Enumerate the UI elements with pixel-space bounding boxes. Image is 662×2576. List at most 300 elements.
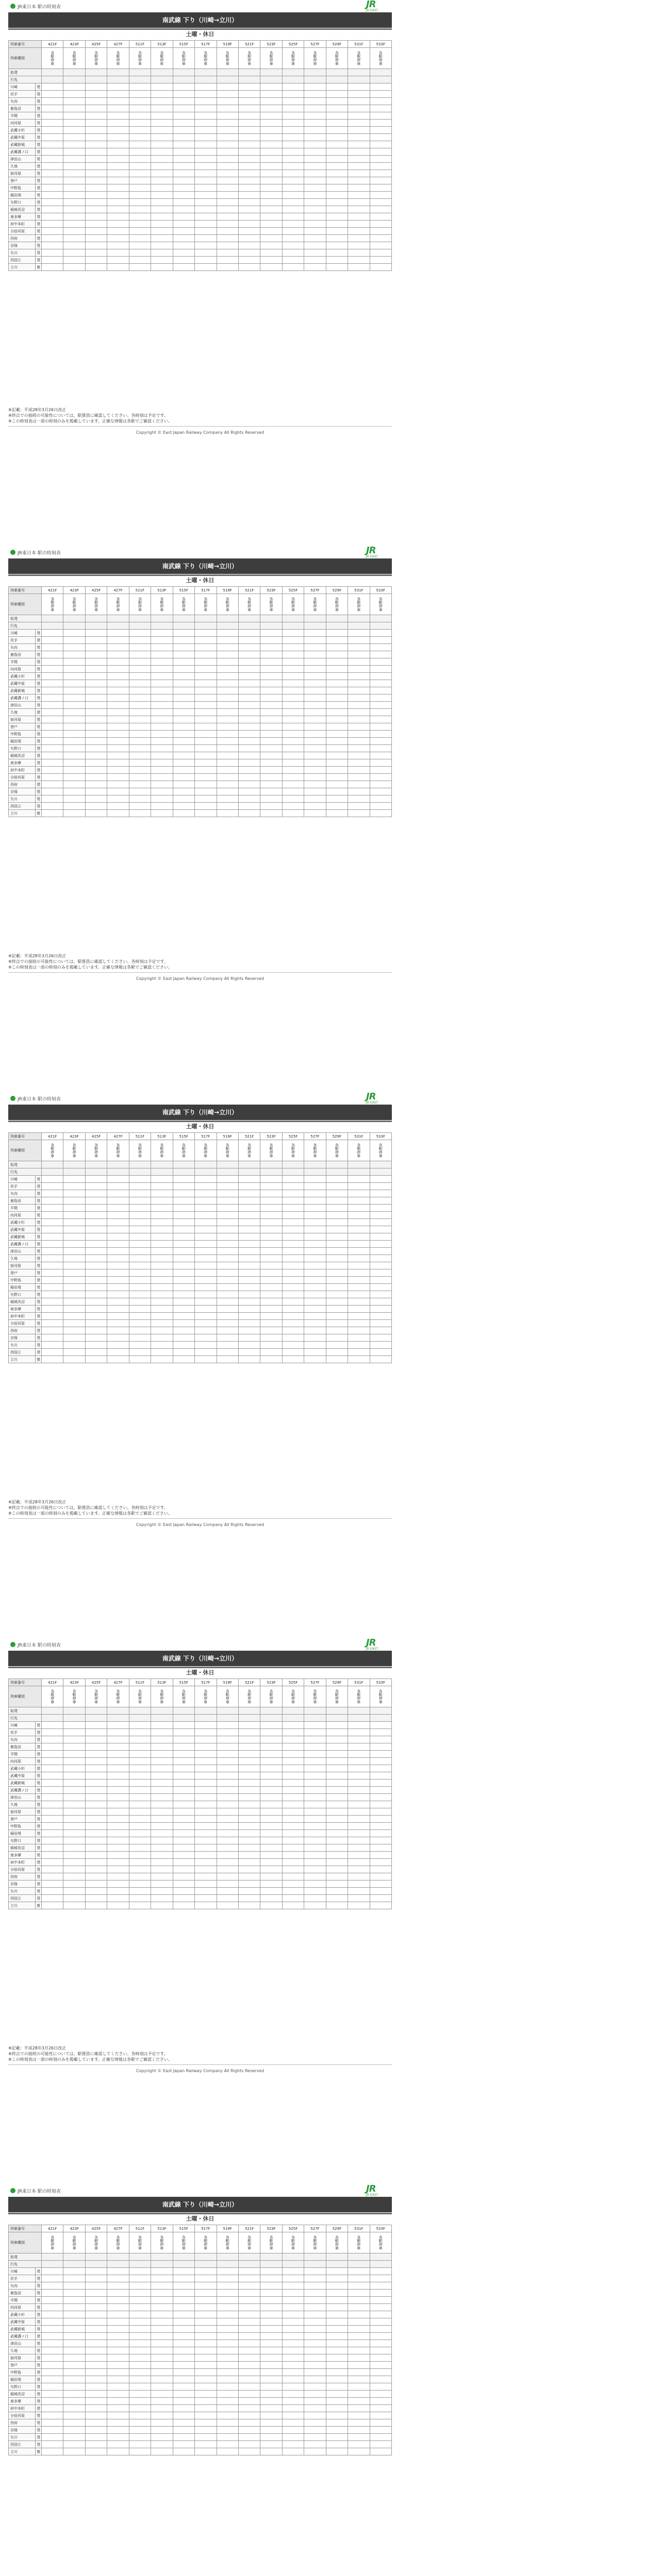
time-cell: [195, 1306, 217, 1313]
time-cell: [42, 637, 63, 644]
time-cell: [260, 2412, 282, 2419]
train-type-label: 各駅停車: [116, 1143, 121, 1158]
origin-cell: [370, 2253, 391, 2261]
time-cell: [260, 2383, 282, 2391]
divider: [8, 1518, 392, 1519]
station-name: 津田山: [9, 1794, 36, 1801]
time-cell: [282, 673, 304, 680]
time-cell: [129, 2333, 151, 2340]
time-cell: [282, 1801, 304, 1808]
train-type: [348, 2232, 370, 2253]
time-cell: [42, 2311, 63, 2318]
time-cell: [63, 134, 85, 141]
dest-cell: [348, 2261, 370, 2268]
station-dir: 発: [36, 2333, 42, 2340]
station-dir: 発: [36, 2441, 42, 2448]
time-cell: [326, 702, 347, 709]
time-cell: [370, 1183, 391, 1190]
time-cell: [326, 148, 347, 156]
time-cell: [107, 767, 129, 774]
station-row: [9, 1801, 392, 1808]
time-cell: [42, 163, 63, 170]
time-cell: [217, 148, 238, 156]
time-cell: [370, 759, 391, 767]
brand[interactable]: [10, 1640, 61, 1649]
time-cell: [63, 1356, 85, 1363]
time-cell: [238, 810, 260, 817]
train-type: [260, 48, 282, 69]
train-type-row: [9, 594, 392, 615]
time-cell: [42, 192, 63, 199]
station-row: [9, 2311, 392, 2318]
time-cell: [107, 221, 129, 228]
brand[interactable]: [10, 548, 61, 556]
time-cell: [326, 1176, 347, 1183]
station-name: 武蔵中原: [9, 680, 36, 687]
time-cell: [304, 1902, 326, 1909]
time-cell: [63, 1313, 85, 1320]
time-cell: [238, 1823, 260, 1830]
time-cell: [63, 1226, 85, 1233]
time-cell: [326, 2441, 347, 2448]
time-cell: [370, 2448, 391, 2455]
time-cell: [217, 1852, 238, 1859]
time-cell: [304, 177, 326, 184]
time-cell: [282, 2354, 304, 2362]
time-cell: [63, 2441, 85, 2448]
brand[interactable]: [10, 2, 61, 10]
time-cell: [85, 120, 107, 127]
time-cell: [260, 249, 282, 257]
time-cell: [85, 1226, 107, 1233]
train-type: [238, 1686, 260, 1707]
time-cell: [217, 1794, 238, 1801]
time-cell: [260, 1269, 282, 1277]
time-cell: [238, 91, 260, 98]
time-cell: [85, 242, 107, 249]
time-cell: [107, 1743, 129, 1751]
time-cell: [85, 687, 107, 694]
train-type-label: 各駅停車: [312, 1689, 317, 1704]
dest-cell: [304, 76, 326, 83]
time-cell: [217, 235, 238, 242]
time-cell: [85, 1205, 107, 1212]
dest-cell: [260, 622, 282, 630]
dest-cell: [129, 1715, 151, 1722]
time-cell: [326, 112, 347, 120]
time-cell: [195, 163, 217, 170]
station-name: 谷保: [9, 788, 36, 795]
time-cell: [326, 1866, 347, 1873]
time-cell: [217, 184, 238, 192]
station-row: [9, 1765, 392, 1772]
time-cell: [195, 716, 217, 723]
time-cell: [260, 651, 282, 658]
time-cell: [63, 1765, 85, 1772]
time-cell: [107, 1205, 129, 1212]
time-cell: [260, 2333, 282, 2340]
time-cell: [217, 658, 238, 666]
time-cell: [151, 1176, 173, 1183]
time-cell: [63, 1880, 85, 1888]
time-cell: [217, 2398, 238, 2405]
time-cell: [304, 170, 326, 177]
train-type-label: 各駅停車: [94, 1689, 98, 1704]
time-cell: [282, 2333, 304, 2340]
time-cell: [304, 2383, 326, 2391]
time-cell: [217, 221, 238, 228]
train-number: 533F: [370, 1679, 391, 1686]
time-cell: [42, 2282, 63, 2290]
train-number: 421F: [42, 587, 63, 594]
time-cell: [326, 2412, 347, 2419]
time-cell: [348, 1349, 370, 1356]
time-cell: [107, 702, 129, 709]
time-cell: [129, 745, 151, 752]
time-cell: [129, 1306, 151, 1313]
time-cell: [107, 1801, 129, 1808]
time-cell: [282, 1306, 304, 1313]
time-cell: [260, 716, 282, 723]
time-cell: [282, 1866, 304, 1873]
time-cell: [151, 759, 173, 767]
time-cell: [195, 666, 217, 673]
train-number: 519F: [217, 1679, 238, 1686]
station-row: [9, 264, 392, 271]
time-cell: [260, 1342, 282, 1349]
time-cell: [238, 1808, 260, 1816]
time-cell: [63, 257, 85, 264]
time-cell: [326, 1219, 347, 1226]
time-cell: [304, 1255, 326, 1262]
time-cell: [282, 1787, 304, 1794]
origin-cell: [63, 2253, 85, 2261]
time-cell: [238, 666, 260, 673]
time-cell: [151, 702, 173, 709]
time-cell: [63, 2326, 85, 2333]
time-cell: [63, 1758, 85, 1765]
time-cell: [42, 264, 63, 271]
time-cell: [195, 1248, 217, 1255]
time-cell: [63, 177, 85, 184]
time-cell: [326, 759, 347, 767]
time-cell: [173, 2311, 194, 2318]
time-cell: [370, 687, 391, 694]
station-name: 矢向: [9, 2282, 36, 2290]
time-cell: [173, 673, 194, 680]
time-cell: [238, 213, 260, 221]
time-cell: [260, 2282, 282, 2290]
train-number: 529F: [326, 1679, 347, 1686]
station-dir: 発: [36, 1729, 42, 1736]
time-cell: [151, 1830, 173, 1837]
time-cell: [260, 1866, 282, 1873]
dest-cell: [129, 1168, 151, 1176]
train-type: [63, 48, 85, 69]
time-cell: [282, 1342, 304, 1349]
time-cell: [260, 1794, 282, 1801]
station-dir: 発: [36, 1830, 42, 1837]
page-title: 南武線 下り（川崎→立川）: [8, 1105, 392, 1120]
time-cell: [348, 2427, 370, 2434]
time-cell: [217, 673, 238, 680]
time-cell: [260, 1758, 282, 1765]
time-cell: [348, 1772, 370, 1780]
station-dir: 発: [36, 163, 42, 170]
time-cell: [238, 781, 260, 788]
dest-cell: [282, 1168, 304, 1176]
time-cell: [217, 105, 238, 112]
time-cell: [107, 2275, 129, 2282]
station-dir: 発: [36, 1205, 42, 1212]
station-name: 武蔵小杉: [9, 127, 36, 134]
time-cell: [85, 134, 107, 141]
time-cell: [195, 127, 217, 134]
time-cell: [238, 206, 260, 213]
time-cell: [217, 249, 238, 257]
time-cell: [151, 1743, 173, 1751]
time-cell: [42, 1356, 63, 1363]
time-cell: [63, 1902, 85, 1909]
time-cell: [348, 1306, 370, 1313]
time-cell: [42, 199, 63, 206]
origin-cell: [326, 2253, 347, 2261]
time-cell: [326, 1859, 347, 1866]
station-dir: 発: [36, 1772, 42, 1780]
time-cell: [173, 170, 194, 177]
time-cell: [151, 1787, 173, 1794]
time-cell: [260, 177, 282, 184]
time-cell: [370, 2405, 391, 2412]
time-cell: [260, 1226, 282, 1233]
time-cell: [348, 206, 370, 213]
time-cell: [304, 1284, 326, 1291]
time-cell: [42, 781, 63, 788]
time-cell: [129, 1751, 151, 1758]
time-cell: [151, 1342, 173, 1349]
station-name: 稲城長沼: [9, 2391, 36, 2398]
station-name: 西国立: [9, 257, 36, 264]
station-name: 鹿島田: [9, 1743, 36, 1751]
time-cell: [260, 637, 282, 644]
time-cell: [326, 1190, 347, 1197]
time-cell: [63, 91, 85, 98]
time-cell: [217, 723, 238, 731]
time-cell: [217, 2282, 238, 2290]
time-cell: [348, 1356, 370, 1363]
station-row: [9, 1787, 392, 1794]
time-cell: [304, 141, 326, 148]
time-cell: [63, 2340, 85, 2347]
station-row: [9, 1823, 392, 1830]
time-cell: [42, 1262, 63, 1269]
time-cell: [63, 1255, 85, 1262]
train-type-label: 各駅停車: [181, 1689, 186, 1704]
time-cell: [304, 673, 326, 680]
time-cell: [217, 1722, 238, 1729]
time-cell: [85, 1780, 107, 1787]
station-dir: 発: [36, 709, 42, 716]
time-cell: [238, 1758, 260, 1765]
time-cell: [173, 1888, 194, 1895]
station-dir: 発: [36, 767, 42, 774]
time-cell: [107, 731, 129, 738]
time-cell: [326, 105, 347, 112]
timetable: [8, 1679, 392, 1909]
train-type-label: 各駅停車: [50, 597, 55, 612]
time-cell: [151, 1205, 173, 1212]
time-cell: [195, 264, 217, 271]
time-cell: [173, 1758, 194, 1765]
time-cell: [63, 1349, 85, 1356]
time-cell: [195, 1342, 217, 1349]
time-cell: [238, 709, 260, 716]
origin-cell: [260, 1161, 282, 1168]
time-cell: [195, 221, 217, 228]
time-cell: [370, 745, 391, 752]
time-cell: [63, 702, 85, 709]
time-cell: [129, 141, 151, 148]
time-cell: [173, 2391, 194, 2398]
time-cell: [173, 134, 194, 141]
time-cell: [195, 1722, 217, 1729]
train-type: [42, 2232, 63, 2253]
time-cell: [326, 1277, 347, 1284]
time-cell: [85, 1306, 107, 1313]
time-cell: [173, 1313, 194, 1320]
time-cell: [63, 2434, 85, 2441]
time-cell: [217, 1205, 238, 1212]
brand[interactable]: [10, 1094, 61, 1103]
origin-cell: [195, 1161, 217, 1168]
station-name: 平間: [9, 658, 36, 666]
station-dir: 発: [36, 1794, 42, 1801]
time-cell: [195, 810, 217, 817]
time-cell: [348, 2354, 370, 2362]
time-cell: [195, 184, 217, 192]
time-cell: [370, 2441, 391, 2448]
time-cell: [348, 2398, 370, 2405]
origin-cell: [238, 615, 260, 622]
time-cell: [304, 1226, 326, 1233]
time-cell: [238, 83, 260, 91]
time-cell: [63, 163, 85, 170]
station-name: 府中本町: [9, 1859, 36, 1866]
station-name: 西国立: [9, 1895, 36, 1902]
time-cell: [129, 2297, 151, 2304]
time-cell: [129, 781, 151, 788]
time-cell: [260, 1327, 282, 1334]
station-name: 川崎: [9, 1722, 36, 1729]
station-row: [9, 1205, 392, 1212]
time-cell: [238, 1349, 260, 1356]
time-cell: [326, 644, 347, 651]
station-dir: 発: [36, 2419, 42, 2427]
time-cell: [326, 738, 347, 745]
origin-row: [9, 1161, 392, 1168]
dest-cell: [326, 1715, 347, 1722]
time-cell: [326, 2333, 347, 2340]
time-cell: [173, 127, 194, 134]
station-dir: 発: [36, 2268, 42, 2275]
time-cell: [107, 694, 129, 702]
time-cell: [260, 1895, 282, 1902]
time-cell: [151, 83, 173, 91]
time-cell: [282, 2362, 304, 2369]
time-cell: [173, 702, 194, 709]
time-cell: [151, 192, 173, 199]
time-cell: [304, 1736, 326, 1743]
time-cell: [85, 1255, 107, 1262]
time-cell: [217, 2412, 238, 2419]
time-cell: [260, 127, 282, 134]
time-cell: [151, 1183, 173, 1190]
time-cell: [63, 731, 85, 738]
time-cell: [282, 1269, 304, 1277]
time-cell: [85, 2275, 107, 2282]
time-cell: [129, 134, 151, 141]
time-cell: [107, 1233, 129, 1241]
origin-cell: [326, 615, 347, 622]
time-cell: [326, 2311, 347, 2318]
time-cell: [195, 1176, 217, 1183]
time-cell: [282, 1772, 304, 1780]
time-cell: [282, 2391, 304, 2398]
time-cell: [151, 2297, 173, 2304]
dest-cell: [151, 1715, 173, 1722]
time-cell: [370, 702, 391, 709]
time-cell: [348, 1866, 370, 1873]
time-cell: [107, 206, 129, 213]
time-cell: [348, 1873, 370, 1880]
time-cell: [238, 658, 260, 666]
station-dir: 発: [36, 2391, 42, 2398]
time-cell: [42, 1852, 63, 1859]
station-name: 尻手: [9, 91, 36, 98]
time-cell: [304, 1190, 326, 1197]
time-cell: [348, 803, 370, 810]
time-cell: [85, 206, 107, 213]
train-type-label: 各駅停車: [335, 2235, 339, 2250]
station-dir: 発: [36, 2362, 42, 2369]
time-cell: [217, 1859, 238, 1866]
train-type-label: 各駅停車: [335, 1689, 339, 1704]
time-cell: [195, 644, 217, 651]
time-cell: [151, 1895, 173, 1902]
time-cell: [260, 745, 282, 752]
brand[interactable]: [10, 2187, 61, 2195]
time-cell: [217, 694, 238, 702]
time-cell: [173, 221, 194, 228]
time-cell: [42, 1837, 63, 1844]
station-dir: 発: [36, 156, 42, 163]
train-type-label: 各駅停車: [50, 1689, 55, 1704]
train-number: 517F: [195, 41, 217, 48]
time-cell: [63, 213, 85, 221]
time-cell: [173, 2405, 194, 2412]
time-cell: [63, 83, 85, 91]
time-cell: [238, 2427, 260, 2434]
train-type: [348, 48, 370, 69]
time-cell: [217, 2347, 238, 2354]
time-cell: [85, 257, 107, 264]
time-cell: [282, 134, 304, 141]
time-cell: [63, 687, 85, 694]
dest-cell: [195, 1715, 217, 1722]
time-cell: [238, 637, 260, 644]
time-cell: [348, 1780, 370, 1787]
time-cell: [173, 2362, 194, 2369]
